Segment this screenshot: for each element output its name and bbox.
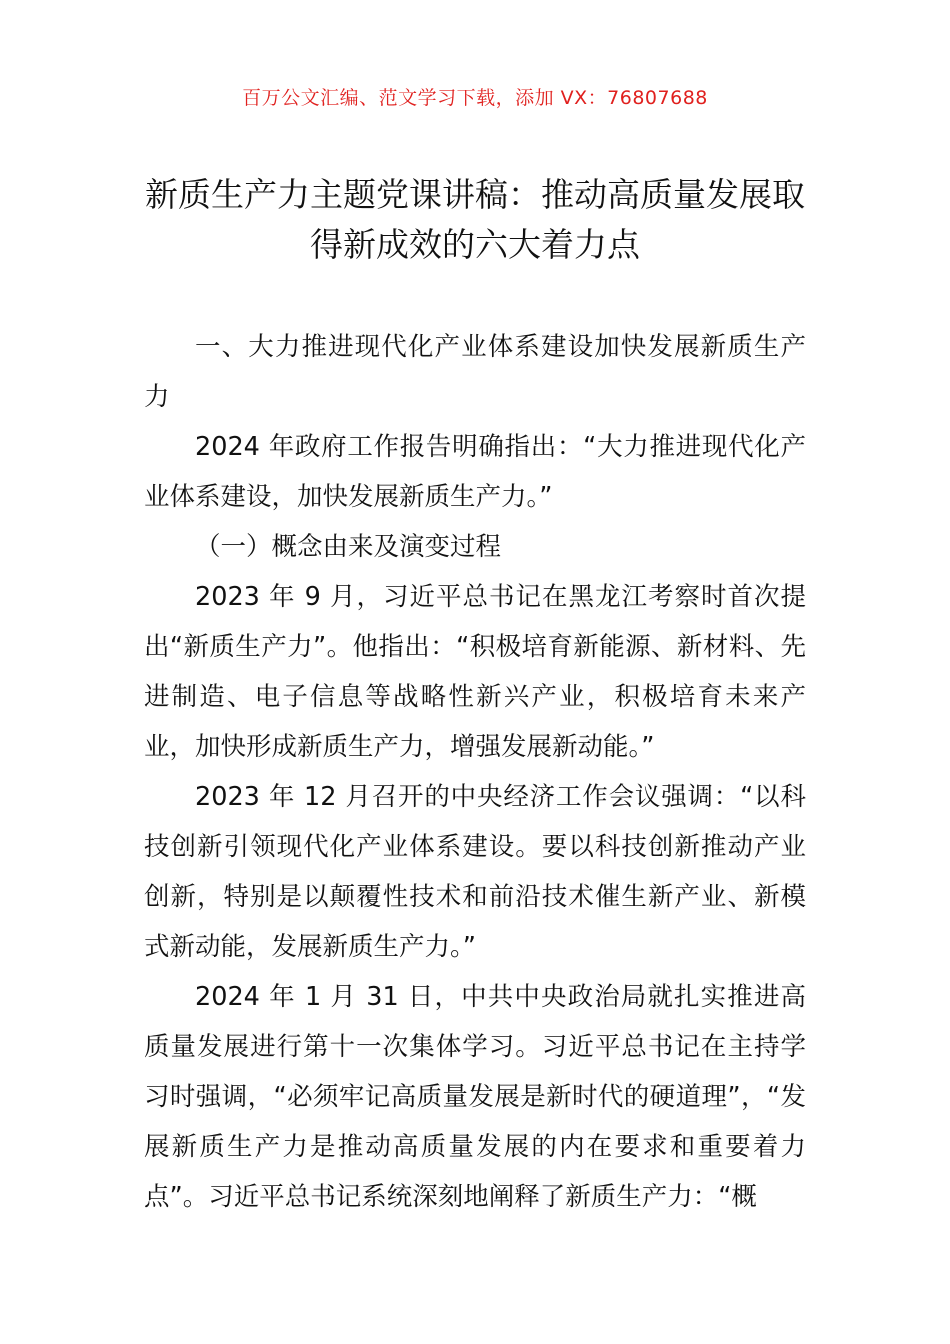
body-paragraph: 2023 年 9 月，习近平总书记在黑龙江考察时首次提出“新质生产力”。他指出：“积极培育新能源、新材料、先进制造、电子信息等战略性新兴产业，积极培育未来产业，加快形成新质生产力，增强发展新动能。”: [144, 582, 806, 762]
body-paragraph: 2024 年 1 月 31 日，中共中央政治局就扎实推进高质量发展进行第十一次集体学习。习近平总书记在主持学习时强调，“必须牢记高质量发展是新时代的硬道理”，“发展新质生产力是推动高质量发展的内在要求和重要着力点”。习近平总书记系统深刻地阐释了新质生产力：“概: [144, 982, 806, 1212]
document-body: [144, 322, 806, 1222]
body-paragraph: 2024 年政府工作报告明确指出：“大力推进现代化产业体系建设，加快发展新质生产力。”: [144, 432, 806, 512]
body-paragraph: 2023 年 12 月召开的中央经济工作会议强调：“以科技创新引领现代化产业体系建设。要以科技创新推动产业创新，特别是以颠覆性技术和前沿技术催生新产业、新模式新动能，发展新质生产力。”: [144, 782, 806, 962]
header-promo-note: 百万公文汇编、范文学习下载，添加 VX：76807688: [242, 87, 708, 109]
section-heading-1: 一、大力推进现代化产业体系建设加快发展新质生产力: [144, 332, 806, 412]
document-title: 新质生产力主题党课讲稿：推动高质量发展取得新成效的六大着力点: [145, 175, 805, 264]
subsection-heading-1: （一）概念由来及演变过程: [195, 532, 502, 562]
